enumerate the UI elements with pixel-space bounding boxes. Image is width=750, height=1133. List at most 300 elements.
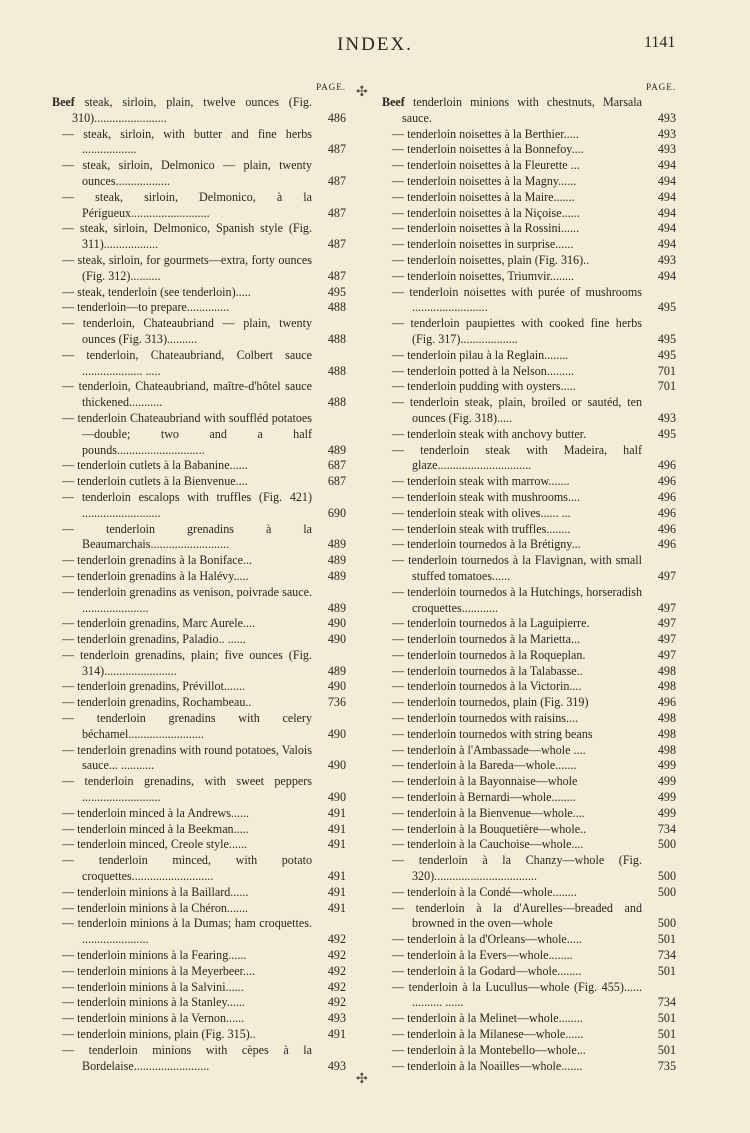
- entry-term: [62, 884, 312, 901]
- index-entry: [382, 237, 676, 253]
- entry-term: [392, 442, 642, 475]
- entry-text: — tenderloin à la Godard—whole........: [392, 963, 582, 978]
- index-entry: [52, 553, 346, 569]
- entry-text: — tenderloin paupiettes with cooked fine herbs (Fig. 317)...................: [392, 316, 642, 346]
- entry-page-number: 498: [657, 742, 676, 757]
- entry-term: [392, 1011, 642, 1027]
- ornament-bottom: ✣: [356, 1072, 368, 1087]
- entry-page-number: 735: [657, 1058, 676, 1073]
- index-entry: [382, 142, 676, 158]
- entry-page-number: 493: [657, 142, 676, 157]
- entry-term: [392, 711, 642, 727]
- entry-page-number: 494: [657, 205, 676, 220]
- index-entry: [52, 316, 346, 348]
- entry-page-number: 488: [327, 331, 346, 346]
- entry-page-number: 493: [327, 1011, 346, 1026]
- entry-page-number: 493: [657, 252, 676, 267]
- entry-term: [62, 489, 312, 522]
- index-entry: [382, 648, 676, 664]
- entry-term: [392, 489, 642, 506]
- index-entry: [382, 632, 676, 648]
- index-entry: [382, 980, 676, 1012]
- entry-text: — tenderloin steak, plain, broiled or sautéd, ten ounces (Fig. 318).....: [392, 395, 642, 425]
- entry-term: [392, 805, 642, 822]
- entry-text: — tenderloin à la Montebello—whole...: [392, 1042, 586, 1057]
- entry-term: [392, 790, 642, 806]
- entry-text: — tenderloin pudding with oysters.....: [392, 379, 576, 394]
- entry-text: — tenderloin grenadins, Rochambeau..: [62, 695, 252, 710]
- entry-page-number: 489: [327, 537, 346, 552]
- entry-text: — tenderloin potted à la Nelson.........: [392, 363, 575, 378]
- index-entry: [382, 727, 676, 743]
- entry-text: — tenderloin tournedos with string beans: [392, 726, 593, 741]
- index-entry: [382, 585, 676, 617]
- index-entry: [52, 964, 346, 980]
- index-entry: [52, 458, 346, 474]
- entry-term: [392, 142, 642, 158]
- entry-term: [62, 616, 312, 632]
- entry-page-number: 501: [657, 963, 676, 978]
- entry-term: [392, 774, 642, 790]
- entry-page-number: 501: [657, 1011, 676, 1026]
- entry-text: — tenderloin minced à la Beekman.....: [62, 821, 249, 836]
- entry-term: [392, 900, 642, 933]
- entry-term: [392, 237, 642, 253]
- index-entry: [52, 569, 346, 585]
- right-column: [382, 80, 676, 1074]
- entry-term: [392, 347, 642, 364]
- entry-text: — tenderloin steak with Madeira, half glaze...............................: [392, 442, 642, 473]
- entry-page-number: 496: [657, 489, 676, 504]
- entry-term: [392, 979, 642, 1012]
- entry-term: [62, 300, 312, 316]
- entry-text: steak, sirloin, plain, twelve ounces (Fig. 310)........................: [72, 95, 312, 125]
- entry-page-number: 488: [327, 363, 346, 378]
- index-entry: [52, 648, 346, 680]
- index-entry: [382, 1059, 676, 1075]
- entry-text: — tenderloin tournedos à la Flavignan, with small stuffed tomatoes......: [392, 553, 642, 583]
- entry-page-number: 499: [657, 758, 676, 773]
- index-entry: [382, 490, 676, 506]
- entry-page-number: 486: [327, 110, 346, 125]
- entry-term: [392, 363, 642, 380]
- entry-page-number: 497: [657, 568, 676, 583]
- entry-term: [392, 821, 642, 838]
- index-entry: [52, 822, 346, 838]
- entry-text: — steak, sirloin, Delmonico, Spanish style (Fig. 311)..................: [62, 221, 312, 252]
- running-title: INDEX.: [337, 34, 413, 55]
- entry-page-number: 496: [657, 537, 676, 552]
- index-entry: [52, 616, 346, 632]
- entry-page-number: 494: [657, 189, 676, 204]
- entry-page-number: 487: [327, 268, 346, 283]
- entry-term: [62, 695, 312, 711]
- index-entry: [52, 411, 346, 458]
- entry-term: [392, 695, 642, 711]
- index-entry: [382, 711, 676, 727]
- entry-page-number: 494: [657, 221, 676, 236]
- entry-page-number: 489: [327, 568, 346, 583]
- index-entry: [382, 806, 676, 822]
- entry-page-number: 489: [327, 553, 346, 568]
- entry-term: [392, 1042, 642, 1059]
- entry-term: [62, 521, 312, 554]
- entry-term: [62, 900, 312, 917]
- index-entry: [52, 348, 346, 380]
- entry-text: — tenderloin minions à la Salvini......: [62, 979, 244, 994]
- entry-text: — tenderloin steak with mushrooms....: [392, 489, 581, 504]
- entry-page-number: 492: [327, 948, 346, 963]
- entry-page-number: 491: [327, 1027, 346, 1042]
- entry-page-number: 687: [327, 474, 346, 489]
- entry-term: [62, 742, 312, 775]
- entry-page-number: 497: [657, 600, 676, 615]
- entry-text: — tenderloin noisettes à la Maire.......: [392, 189, 575, 204]
- entry-text: — steak, sirloin, for gourmets—extra, forty ounces (Fig. 312)..........: [62, 252, 312, 283]
- entry-term: [392, 884, 642, 901]
- index-entry: [382, 285, 676, 317]
- entry-text: — tenderloin tournedos à la Talabasse..: [392, 663, 583, 678]
- entry-page-number: 499: [657, 790, 676, 805]
- entry-text: — tenderloin grenadins à la Boniface...: [62, 553, 253, 568]
- index-entry: [52, 474, 346, 490]
- entry-text: — tenderloin à l'Ambassade—whole ....: [392, 742, 586, 757]
- entry-term: [62, 347, 312, 380]
- entry-term: [62, 1011, 312, 1027]
- entry-page-number: 497: [657, 616, 676, 631]
- entry-text: — tenderloin, Chateaubriand — plain, twenty ounces (Fig. 313)..........: [62, 316, 312, 346]
- index-entry: [52, 632, 346, 648]
- index-entry: [52, 837, 346, 853]
- entry-page-number: 496: [657, 505, 676, 520]
- entry-text: — tenderloin minions à la Chéron.......: [62, 900, 249, 915]
- index-entry: [52, 711, 346, 743]
- entry-text: — tenderloin grenadins à la Halévy.....: [62, 568, 249, 583]
- entry-term: [52, 95, 312, 127]
- entry-page-number: 490: [327, 726, 346, 741]
- entry-text: — tenderloin tournedos à la Roqueplan.: [392, 647, 586, 662]
- entry-term: [392, 632, 642, 648]
- index-entry: [382, 964, 676, 980]
- entry-text: — tenderloin tournedos à la Hutchings, horseradish croquettes............: [392, 584, 642, 615]
- index-entry: [52, 916, 346, 948]
- index-entry: [382, 95, 676, 127]
- index-entry: [382, 553, 676, 585]
- entry-text: — tenderloin à la Condé—whole........: [392, 884, 577, 899]
- entry-text: — tenderloin à la Evers—whole........: [392, 948, 573, 963]
- entry-text: — tenderloin tournedos à la Marietta...: [392, 632, 581, 647]
- entry-page-number: 487: [327, 142, 346, 157]
- entry-term: [62, 474, 312, 490]
- entry-term: [392, 521, 642, 538]
- entry-term: [392, 426, 642, 443]
- entry-text: — tenderloin à la Bouquetière—whole..: [392, 821, 587, 836]
- entry-text: — tenderloin, Chateaubriand, maître-d'hôtel sauce thickened...........: [62, 379, 312, 410]
- entry-text: — tenderloin à la Noailles—whole.......: [392, 1058, 583, 1073]
- entry-text: — tenderloin tournedos à la Laguipierre.: [392, 616, 590, 631]
- index-entry: [382, 364, 676, 380]
- entry-page-number: 500: [657, 837, 676, 852]
- entry-text: — tenderloin grenadins, Marc Aurele....: [62, 616, 256, 631]
- entry-text: — tenderloin steak with anchovy butter.: [392, 426, 587, 441]
- entry-term: [62, 553, 312, 569]
- entry-text: — steak, sirloin, with butter and fine herbs ..................: [62, 126, 312, 157]
- entry-text: — tenderloin cutlets à la Babanine......: [62, 458, 248, 473]
- entry-page-number: 496: [657, 521, 676, 536]
- entry-page-number: 489: [327, 600, 346, 615]
- index-entry: [52, 980, 346, 996]
- entry-text: — tenderloin noisettes à la Magny......: [392, 173, 577, 188]
- entry-text: — tenderloin à la d'Orleans—whole.....: [392, 932, 582, 947]
- entry-page-number: 500: [657, 884, 676, 899]
- entry-term: [62, 1027, 312, 1043]
- index-entry: [382, 206, 676, 222]
- entry-text: — tenderloin minions à la Meyerbeer....: [62, 963, 256, 978]
- entry-text: — tenderloin tournedos à la Brétigny...: [392, 537, 581, 552]
- entry-page-number: 490: [327, 790, 346, 805]
- entry-text: — tenderloin tournedos with raisins....: [392, 711, 579, 726]
- entry-text: — tenderloin grenadins, Prévillot.......: [62, 679, 246, 694]
- entry-page-number: 491: [327, 884, 346, 899]
- entry-term: [392, 663, 642, 680]
- entry-page-number: 500: [657, 916, 676, 931]
- index-entry: [52, 300, 346, 316]
- entry-text: — tenderloin à la Cauchoise—whole....: [392, 837, 584, 852]
- index-entry: [52, 695, 346, 711]
- index-entry: [382, 443, 676, 475]
- entry-term: [62, 252, 312, 285]
- entry-term: [62, 963, 312, 980]
- index-entry: [52, 522, 346, 554]
- index-entry: [382, 695, 676, 711]
- entry-page-number: 491: [327, 821, 346, 836]
- entry-page-number: 493: [657, 126, 676, 141]
- entry-page-number: 498: [657, 711, 676, 726]
- ornament-top: ✣: [356, 85, 368, 100]
- index-entry: [52, 1043, 346, 1075]
- entry-text: — tenderloin minions à la Baillard......: [62, 884, 249, 899]
- index-entry: [382, 901, 676, 933]
- entry-page-number: 736: [327, 695, 346, 710]
- index-entry: [382, 395, 676, 427]
- entry-page-number: 497: [657, 632, 676, 647]
- entry-term: [392, 932, 642, 948]
- entry-term: [62, 568, 312, 585]
- entry-term: [62, 126, 312, 159]
- entry-text: — tenderloin, Chateaubriand, Colbert sauce .................... .....: [62, 347, 312, 378]
- entry-page-number: 701: [657, 379, 676, 394]
- entry-page-number: 491: [327, 900, 346, 915]
- entry-term: [62, 948, 312, 964]
- index-entry: [382, 174, 676, 190]
- index-entry: [382, 885, 676, 901]
- entry-page-number: 492: [327, 995, 346, 1010]
- entry-term: [392, 158, 642, 174]
- index-entry: [52, 221, 346, 253]
- entry-heading: Beef: [52, 95, 75, 109]
- entry-term: [392, 252, 642, 269]
- entry-term: [392, 679, 642, 695]
- entry-term: [392, 505, 642, 522]
- index-entry: [382, 1011, 676, 1027]
- index-entry: [52, 253, 346, 285]
- entry-term: [392, 616, 642, 632]
- entry-term: [392, 379, 642, 395]
- entry-text: — tenderloin noisettes in surprise......: [392, 237, 574, 252]
- index-entry: [382, 127, 676, 143]
- entry-text: — tenderloin à la Melinet—whole........: [392, 1011, 583, 1026]
- entry-text: — tenderloin escalops with truffles (Fig. 421) ..........................: [62, 489, 312, 520]
- entry-term: [392, 837, 642, 853]
- entry-page-number: 491: [327, 805, 346, 820]
- entry-page-number: 498: [657, 726, 676, 741]
- entry-text: — tenderloin tournedos, plain (Fig. 319): [392, 695, 589, 710]
- entry-page-number: 496: [657, 695, 676, 710]
- index-entry: [382, 1043, 676, 1059]
- entry-term: [62, 916, 312, 948]
- entry-text: — tenderloin minions à la Stanley......: [62, 995, 245, 1010]
- entry-term: [392, 284, 642, 317]
- entry-page-number: 489: [327, 663, 346, 678]
- index-entry: [382, 427, 676, 443]
- entry-text: — tenderloin cutlets à la Bienvenue....: [62, 474, 248, 489]
- entry-page-number: 499: [657, 774, 676, 789]
- entry-term: [62, 221, 312, 253]
- entry-text: — tenderloin grenadins, with sweet peppers ..........................: [62, 774, 312, 805]
- entry-page-number: 734: [657, 995, 676, 1010]
- entry-page-number: 495: [327, 284, 346, 299]
- entry-page-number: 501: [657, 932, 676, 947]
- entry-page-number: 500: [657, 869, 676, 884]
- entry-text: — steak, tenderloin (see tenderloin).....: [62, 284, 251, 299]
- page-column-label: PAGE.: [646, 82, 676, 92]
- entry-text: — steak, sirloin, Delmonico, à la Périgueux..........................: [62, 189, 312, 220]
- index-entry: [52, 948, 346, 964]
- entry-page-number: 498: [657, 663, 676, 678]
- entry-text: — tenderloin grenadins as venison, poivrade sauce. ......................: [62, 584, 312, 615]
- entry-text: tenderloin minions with chestnuts, Marsala sauce.: [402, 95, 642, 125]
- entry-text: — tenderloin tournedos à la Victorin....: [392, 679, 582, 694]
- index-entry: [52, 806, 346, 822]
- index-entry: [52, 1011, 346, 1027]
- index-entry: [52, 127, 346, 159]
- entry-page-number: 493: [657, 110, 676, 125]
- entry-term: [392, 173, 642, 190]
- entry-page-number: 493: [657, 410, 676, 425]
- entry-page-number: 488: [327, 395, 346, 410]
- entry-term: [392, 537, 642, 553]
- entry-term: [392, 1027, 642, 1043]
- entry-term: [62, 711, 312, 743]
- entry-heading: Beef: [382, 95, 405, 109]
- entry-term: [392, 758, 642, 774]
- entry-text: — tenderloin à la Milanese—whole......: [392, 1027, 584, 1042]
- entry-page-number: 498: [657, 679, 676, 694]
- entry-page-number: 487: [327, 237, 346, 252]
- entry-page-number: 495: [657, 300, 676, 315]
- index-entry: [52, 885, 346, 901]
- entry-page-number: 687: [327, 458, 346, 473]
- entry-text: — tenderloin à la Bareda—whole.......: [392, 758, 577, 773]
- index-entry: [382, 743, 676, 759]
- index-entry: [52, 379, 346, 411]
- entry-term: [392, 742, 642, 759]
- entry-text: — steak, sirloin, Delmonico — plain, twenty ounces..................: [62, 158, 312, 188]
- index-entry: [52, 853, 346, 885]
- entry-page-number: 497: [657, 647, 676, 662]
- entry-text: — tenderloin noisettes, Triumvir........: [392, 268, 575, 283]
- entry-page-number: 491: [327, 837, 346, 852]
- entry-text: — tenderloin minions à la Vernon......: [62, 1011, 245, 1026]
- entry-page-number: 490: [327, 679, 346, 694]
- entry-term: [392, 205, 642, 222]
- entry-text: — tenderloin minced, Creole style......: [62, 837, 248, 852]
- entry-page-number: 487: [327, 173, 346, 188]
- entry-text: — tenderloin à la Bayonnaise—whole: [392, 774, 578, 789]
- entry-page-number: 734: [657, 948, 676, 963]
- entry-term: [62, 316, 312, 348]
- entry-term: [392, 221, 642, 237]
- entry-text: — tenderloin minions with cèpes à la Bordelaise.........................: [62, 1042, 312, 1073]
- entry-page-number: 495: [657, 426, 676, 441]
- entry-term: [62, 647, 312, 680]
- entry-term: [392, 189, 642, 206]
- index-entry: [382, 522, 676, 538]
- index-entry: [382, 948, 676, 964]
- entry-term: [62, 158, 312, 190]
- index-entry: [52, 490, 346, 522]
- entry-page-number: 494: [657, 268, 676, 283]
- entry-page-number: 495: [657, 331, 676, 346]
- entry-page-number: 495: [657, 347, 676, 362]
- entry-page-number: 487: [327, 205, 346, 220]
- index-entry: [382, 190, 676, 206]
- entry-text: — tenderloin noisettes à la Berthier.....: [392, 126, 579, 141]
- index-entry: [382, 679, 676, 695]
- index-entry: [382, 506, 676, 522]
- entry-page-number: 496: [657, 474, 676, 489]
- entry-page-number: 493: [327, 1058, 346, 1073]
- index-entry: [382, 269, 676, 285]
- index-entry: [52, 190, 346, 222]
- entry-text: — tenderloin grenadins with round potatoes, Valois sauce... ...........: [62, 742, 312, 773]
- entry-text: — tenderloin noisettes à la Bonnefoy....: [392, 142, 584, 157]
- entry-page-number: 491: [327, 869, 346, 884]
- entry-page-number: 701: [657, 363, 676, 378]
- entry-page-number: 490: [327, 632, 346, 647]
- entry-page-number: 490: [327, 616, 346, 631]
- index-entry: [382, 253, 676, 269]
- entry-term: [62, 584, 312, 617]
- index-entry: [382, 537, 676, 553]
- entry-term: [62, 979, 312, 996]
- entry-text: — tenderloin grenadins à la Beaumarchais..........................: [62, 521, 312, 552]
- entry-text: — tenderloin noisettes à la Niçoise......: [392, 205, 580, 220]
- entry-term: [392, 126, 642, 143]
- entry-term: [392, 726, 642, 743]
- entry-page-number: 690: [327, 505, 346, 520]
- index-entry: [382, 932, 676, 948]
- entry-text: — tenderloin à la d'Aurelles—breaded and browned in the oven—whole: [392, 900, 642, 931]
- entry-term: [62, 189, 312, 222]
- entry-text: — tenderloin grenadins, Paladio.. ......: [62, 632, 246, 647]
- entry-text: — tenderloin minions à la Dumas; ham croquettes. ......................: [62, 916, 312, 947]
- entry-page-number: 496: [657, 458, 676, 473]
- entry-page-number: 492: [327, 979, 346, 994]
- entry-text: — tenderloin à Bernardi—whole........: [392, 790, 576, 805]
- entry-term: [392, 584, 642, 617]
- index-entry: [52, 901, 346, 917]
